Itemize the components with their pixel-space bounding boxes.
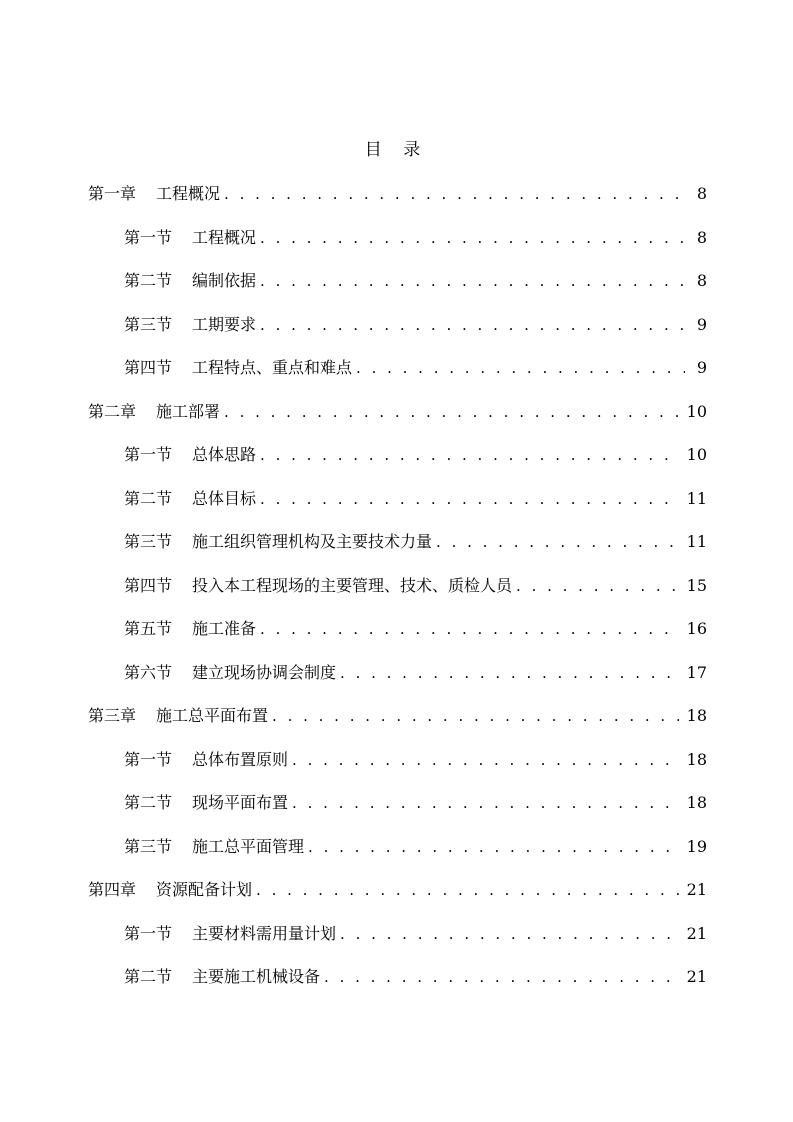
toc-page-number: 17 bbox=[686, 662, 707, 682]
toc-entry-number: 第三节 bbox=[124, 532, 173, 551]
toc-dot-leader bbox=[324, 963, 679, 991]
toc-entry-label bbox=[124, 485, 256, 513]
toc-page-number: 9 bbox=[696, 314, 707, 334]
toc-entry-text: 总体布置原则 bbox=[192, 749, 289, 769]
toc-entry-number: 第四节 bbox=[124, 358, 173, 377]
toc-page-number: 15 bbox=[686, 575, 707, 595]
toc-page-number: 8 bbox=[696, 184, 707, 203]
toc-entry-text: 主要施工机械设备 bbox=[192, 967, 321, 986]
toc-dot-leader bbox=[260, 267, 685, 295]
toc-entry-text: 总体思路 bbox=[192, 445, 257, 464]
toc-page-number: 16 bbox=[686, 619, 707, 638]
toc-entry-label bbox=[124, 833, 304, 861]
toc-entry-label bbox=[124, 354, 352, 382]
toc-section-entry[interactable] bbox=[124, 746, 707, 774]
toc-entry-text: 施工总平面管理 bbox=[192, 836, 305, 856]
toc-entry-number: 第二章 bbox=[88, 401, 137, 421]
toc-entry-number: 第三节 bbox=[124, 836, 173, 856]
toc-section-entry[interactable] bbox=[124, 528, 707, 556]
toc-entry-number: 第一节 bbox=[124, 445, 173, 464]
toc-entry-label bbox=[88, 398, 220, 426]
toc-section-entry[interactable] bbox=[124, 920, 707, 948]
toc-dot-leader bbox=[260, 615, 679, 643]
toc-chapter-entry[interactable] bbox=[88, 180, 707, 208]
toc-entry-label bbox=[88, 180, 220, 208]
toc-page-number: 11 bbox=[686, 488, 707, 508]
toc-entry-number: 第二节 bbox=[124, 967, 173, 986]
toc-page-number: 21 bbox=[686, 880, 707, 899]
toc-dot-leader bbox=[340, 659, 679, 687]
toc-entry-text: 工期要求 bbox=[192, 314, 257, 334]
toc-section-entry[interactable] bbox=[124, 224, 707, 252]
toc-entry-number: 第一节 bbox=[124, 749, 173, 769]
toc-page-number: 11 bbox=[686, 532, 707, 551]
toc-entry-number: 第五节 bbox=[124, 619, 173, 638]
toc-entry-label bbox=[124, 615, 256, 643]
toc-page-number: 18 bbox=[686, 793, 707, 812]
toc-entry-text: 工程特点、重点和难点 bbox=[192, 358, 353, 377]
toc-entry-number: 第四章 bbox=[88, 880, 137, 899]
toc-dot-leader bbox=[436, 528, 679, 556]
toc-dot-leader bbox=[224, 398, 679, 426]
toc-page-number: 9 bbox=[696, 358, 707, 377]
toc-entry-text: 施工部署 bbox=[156, 401, 221, 421]
toc-entry-number: 第三节 bbox=[124, 314, 173, 334]
toc-entry-label bbox=[124, 789, 288, 817]
toc-page-number: 10 bbox=[686, 401, 707, 421]
toc-section-entry[interactable] bbox=[124, 441, 707, 469]
toc-page-number: 18 bbox=[686, 706, 707, 725]
toc-entry-text: 施工准备 bbox=[192, 619, 257, 638]
toc-entry-text: 资源配备计划 bbox=[156, 880, 253, 899]
toc-page-number: 8 bbox=[696, 227, 707, 247]
toc-entry-label bbox=[124, 920, 336, 948]
toc-entry-label bbox=[124, 267, 256, 295]
toc-dot-leader bbox=[340, 920, 679, 948]
toc-dot-leader bbox=[272, 702, 679, 730]
toc-section-entry[interactable] bbox=[124, 311, 707, 339]
toc-entry-number: 第三章 bbox=[88, 706, 137, 725]
toc-dot-leader bbox=[260, 441, 679, 469]
toc-entry-number: 第一节 bbox=[124, 227, 173, 247]
toc-entry-label bbox=[88, 876, 252, 904]
toc-dot-leader bbox=[292, 789, 679, 817]
toc-chapter-entry[interactable] bbox=[88, 398, 707, 426]
toc-entry-number: 第二节 bbox=[124, 271, 173, 290]
toc-entry-label bbox=[124, 441, 256, 469]
toc-chapter-entry[interactable] bbox=[88, 876, 707, 904]
toc-entry-text: 工程概况 bbox=[156, 184, 221, 203]
toc-dot-leader bbox=[516, 572, 679, 600]
toc-dot-leader bbox=[292, 746, 679, 774]
toc-section-entry[interactable] bbox=[124, 963, 707, 991]
toc-entry-label bbox=[124, 963, 320, 991]
toc-section-entry[interactable] bbox=[124, 789, 707, 817]
toc-chapter-entry[interactable] bbox=[88, 702, 707, 730]
toc-section-entry[interactable] bbox=[124, 572, 707, 600]
toc-entry-number: 第二节 bbox=[124, 793, 173, 812]
toc-section-entry[interactable] bbox=[124, 615, 707, 643]
toc-section-entry[interactable] bbox=[124, 354, 707, 382]
toc-entry-number: 第四节 bbox=[124, 575, 173, 595]
toc-page-number: 21 bbox=[686, 923, 707, 943]
toc-dot-leader bbox=[260, 485, 679, 513]
toc-dot-leader bbox=[256, 876, 679, 904]
toc-dot-leader bbox=[356, 354, 685, 382]
toc-entry-number: 第一节 bbox=[124, 923, 173, 943]
toc-entry-text: 施工总平面布置 bbox=[156, 706, 269, 725]
toc-entry-label bbox=[124, 311, 256, 339]
toc-section-entry[interactable] bbox=[124, 833, 707, 861]
toc-entry-text: 建立现场协调会制度 bbox=[192, 662, 337, 682]
toc-page-number: 18 bbox=[686, 749, 707, 769]
toc-page-number: 8 bbox=[696, 271, 707, 290]
toc-dot-leader bbox=[260, 311, 685, 339]
toc-entry-text: 工程概况 bbox=[192, 227, 257, 247]
toc-entry-label bbox=[124, 224, 256, 252]
toc-entry-number: 第二节 bbox=[124, 488, 173, 508]
toc-entry-label bbox=[124, 659, 336, 687]
toc-entry-label bbox=[88, 702, 268, 730]
toc-dot-leader bbox=[308, 833, 679, 861]
toc-dot-leader bbox=[260, 224, 685, 252]
toc-entry-number: 第一章 bbox=[88, 184, 137, 203]
toc-entry-text: 编制依据 bbox=[192, 271, 257, 290]
toc-entry-number: 第六节 bbox=[124, 662, 173, 682]
toc-dot-leader bbox=[224, 180, 685, 208]
toc-entry-text: 主要材料需用量计划 bbox=[192, 923, 337, 943]
toc-title: 目 录 bbox=[364, 140, 429, 160]
toc-section-entry[interactable] bbox=[124, 485, 707, 513]
toc-page-number: 21 bbox=[686, 967, 707, 986]
toc-entry-text: 施工组织管理机构及主要技术力量 bbox=[192, 532, 433, 551]
toc-entry-text: 总体目标 bbox=[192, 488, 257, 508]
toc-page-number: 19 bbox=[686, 836, 707, 856]
toc-page-number: 10 bbox=[686, 445, 707, 464]
toc-section-entry[interactable] bbox=[124, 267, 707, 295]
toc-section-entry[interactable] bbox=[124, 659, 707, 687]
toc-entry-label bbox=[124, 746, 288, 774]
toc-entry-label bbox=[124, 572, 512, 600]
toc-entry-text: 现场平面布置 bbox=[192, 793, 289, 812]
toc-entry-label bbox=[124, 528, 432, 556]
toc-entry-text: 投入本工程现场的主要管理、技术、质检人员 bbox=[192, 575, 513, 595]
